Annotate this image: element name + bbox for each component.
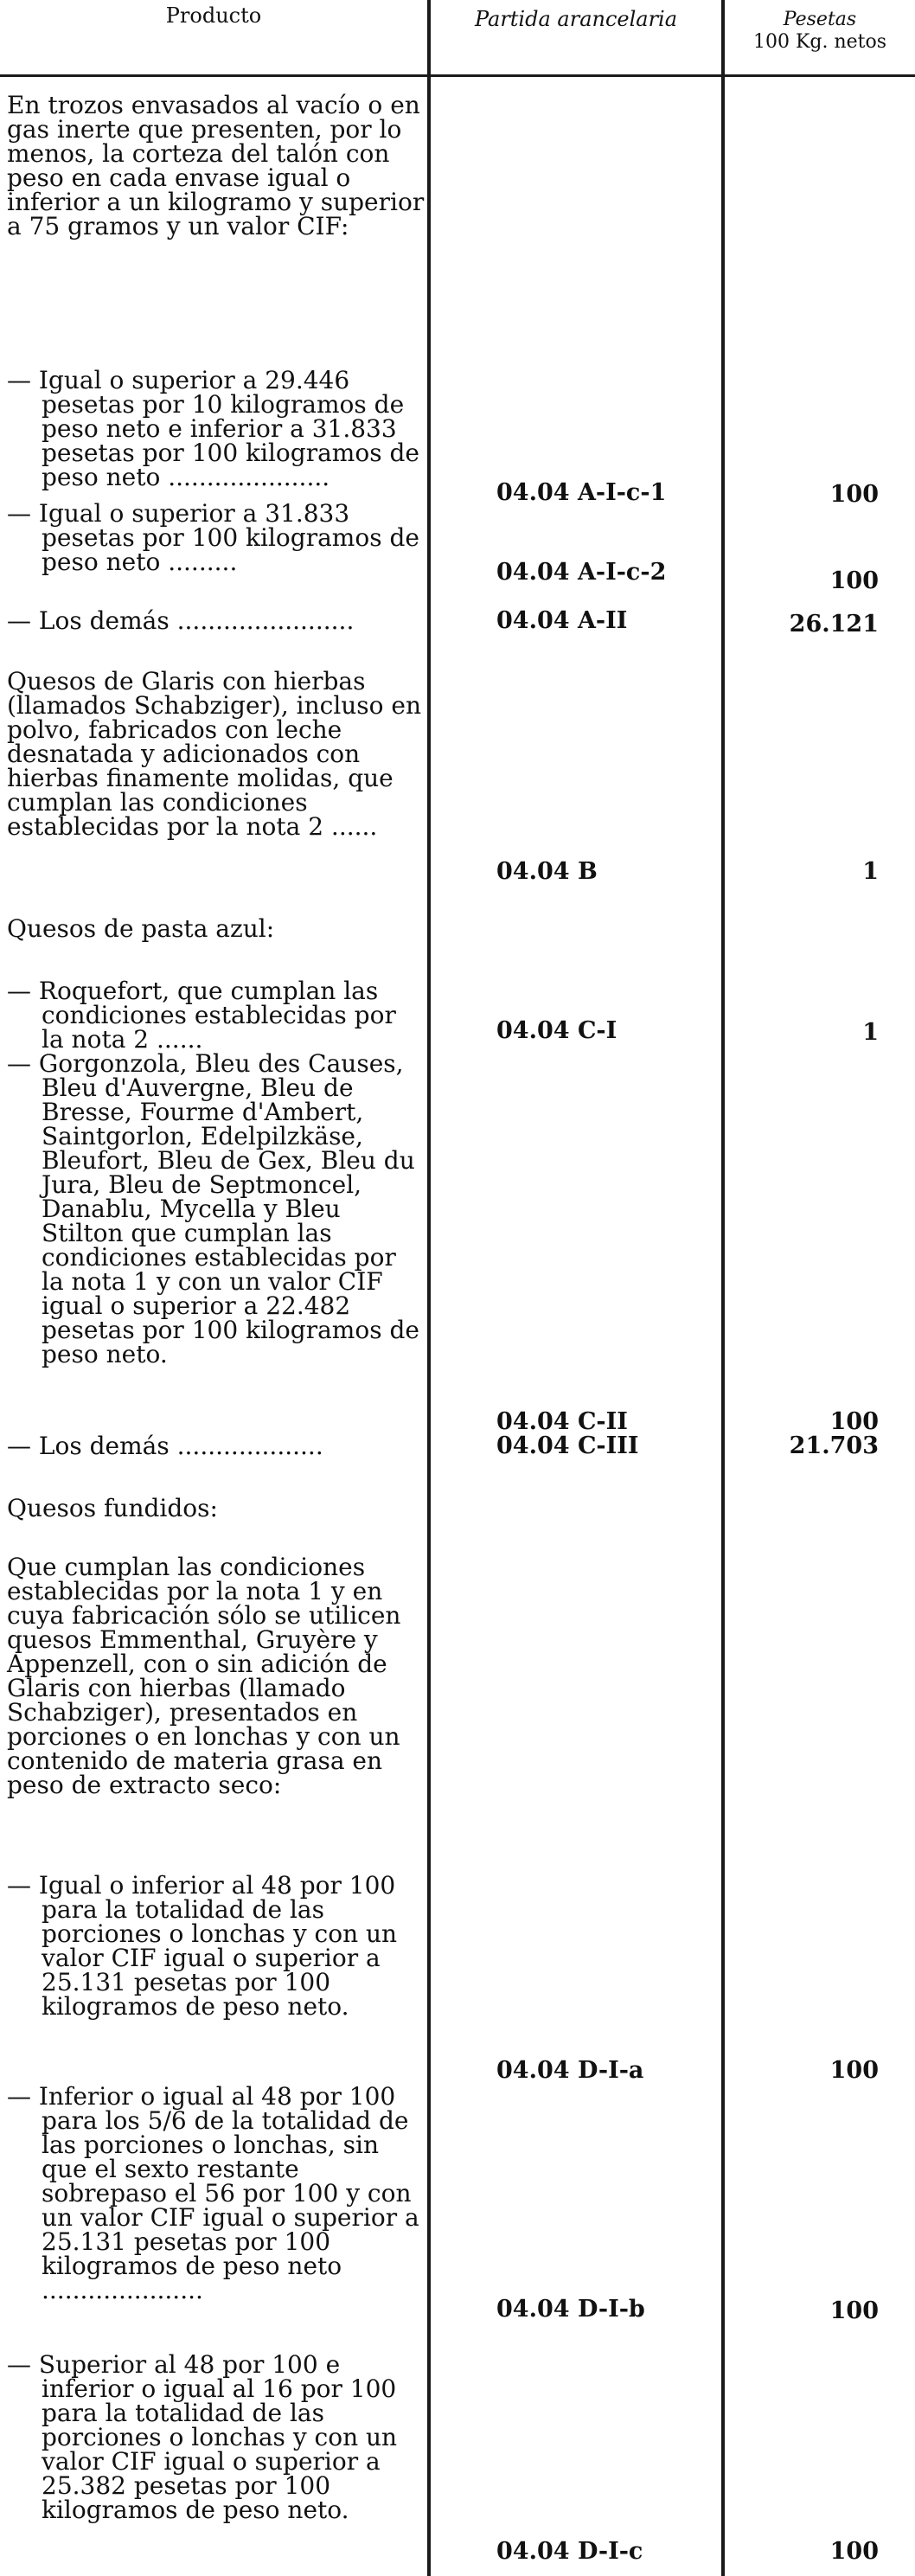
tariff-code: 04.04 C-III bbox=[496, 1432, 639, 1459]
row-text: Quesos fundidos: bbox=[7, 1494, 218, 1522]
row-text: En trozos envasados al vacío o en gas inerte que presenten, por lo menos, la corteza del talón con peso en cada envase igual o inferior a un kilogramo y superior a 75 gramos y un valor CIF: bbox=[7, 91, 425, 240]
row-c-i-roquefort bbox=[7, 979, 426, 1052]
row-fundidos-heading bbox=[7, 1496, 426, 1521]
row-text: — Roquefort, que cumplan las condiciones establecidas por la nota 2 ...... bbox=[7, 977, 396, 1054]
tariff-code: 04.04 A-I-c-1 bbox=[496, 479, 667, 506]
header-pesetas-line2: 100 Kg. netos bbox=[752, 31, 887, 53]
value-pesetas: 100 bbox=[829, 2538, 879, 2565]
row-text: — Superior al 48 por 100 e inferior o igual al 16 por 100 para la totalidad de las porciones o lonchas y con un valor CIF igual o superior a 25.382 pesetas por 100 kilogramos de peso neto. bbox=[7, 2350, 398, 2524]
row-a-i-c-1 bbox=[7, 368, 426, 490]
row-d-i-b bbox=[7, 2082, 426, 2304]
tariff-code: 04.04 C-I bbox=[496, 1017, 617, 1044]
row-c-iii bbox=[7, 1434, 426, 1458]
row-c-ii-gorgonzola bbox=[7, 1049, 426, 1368]
row-text: Quesos de pasta azul: bbox=[7, 914, 275, 943]
value-pesetas: 1 bbox=[862, 1019, 879, 1046]
row-a-ii bbox=[7, 606, 426, 635]
row-text: — Igual o superior a 31.833 pesetas por 100 kilogramos de peso neto ......... bbox=[7, 499, 419, 576]
row-b-glaris bbox=[7, 667, 426, 841]
column-divider-2 bbox=[721, 0, 725, 2576]
tariff-code: 04.04 C-II bbox=[496, 1408, 628, 1435]
header-producto: Producto bbox=[165, 3, 262, 28]
row-d-i-c bbox=[7, 2350, 426, 2524]
value-pesetas: 100 bbox=[829, 481, 879, 508]
header-pesetas-line1: Pesetas bbox=[783, 9, 857, 30]
value-pesetas: 21.703 bbox=[789, 1432, 879, 1459]
tariff-code: 04.04 D-I-b bbox=[496, 2296, 645, 2323]
row-a-i-c-2 bbox=[7, 499, 426, 576]
value-pesetas: 100 bbox=[829, 2057, 879, 2084]
header-pesetas bbox=[725, 9, 915, 54]
row-intro-trozos bbox=[7, 93, 426, 239]
column-divider-1 bbox=[427, 0, 431, 2576]
row-text: — Los demás ....................... bbox=[7, 606, 355, 635]
value-pesetas: 1 bbox=[862, 858, 879, 885]
tariff-code: 04.04 B bbox=[496, 858, 598, 885]
row-text: Quesos de Glaris con hierbas (llamados Schabziger), incluso en polvo, fabricados con leche desnatada y adicionados con hierbas finamente molidas, que cumplan las condiciones establecidas por la nota 2 ...... bbox=[7, 667, 422, 841]
row-d-i-a bbox=[7, 1871, 426, 2021]
value-pesetas: 100 bbox=[829, 1408, 879, 1435]
header-partida: Partida arancelaria bbox=[474, 7, 678, 31]
tariff-code: 04.04 A-II bbox=[496, 607, 628, 634]
row-pasta-azul-heading bbox=[7, 914, 426, 943]
row-fundidos-intro bbox=[7, 1555, 426, 1797]
tariff-code: 04.04 D-I-a bbox=[496, 2057, 644, 2084]
row-text: Que cumplan las condiciones establecidas por la nota 1 y en cuya fabricación sólo se utilicen quesos Emmenthal, Gruyère y Appenzell, con o sin adición de Glaris con hierbas (llamado Schabziger), presentados en porciones o en lonchas y con un contenido de materia grasa en peso de extracto seco: bbox=[7, 1553, 401, 1799]
tariff-code: 04.04 A-I-c-2 bbox=[496, 559, 667, 586]
value-pesetas: 26.121 bbox=[789, 611, 879, 638]
row-text: — Igual o inferior al 48 por 100 para la totalidad de las porciones o lonchas y con un valor CIF igual o superior a 25.131 pesetas por 100 kilogramos de peso neto. bbox=[7, 1871, 398, 2021]
row-text: — Igual o superior a 29.446 pesetas por 10 kilogramos de peso neto e inferior a 31.833 pesetas por 100 kilogramos de peso neto ..................... bbox=[7, 366, 419, 491]
tariff-code: 04.04 D-I-c bbox=[496, 2538, 643, 2565]
value-pesetas: 100 bbox=[829, 2297, 879, 2324]
row-text: — Inferior o igual al 48 por 100 para los 5/6 de la totalidad de las porciones o lonchas, sin que el sexto restante sobrepaso el 56 por 100 y con un valor CIF igual o superior a 25.131 pesetas por 100 kilogramos de peso neto ..................... bbox=[7, 2082, 419, 2304]
row-text: — Los demás ................... bbox=[7, 1432, 323, 1460]
value-pesetas: 100 bbox=[829, 567, 879, 594]
header-divider bbox=[0, 74, 915, 77]
row-text: — Gorgonzola, Bleu des Causes, Bleu d'Auvergne, Bleu de Bresse, Fourme d'Ambert, Saintgorlon, Edelpilzkäse, Bleufort, Bleu de Gex, Bleu du Jura, Bleu de Septmoncel, Danablu, Mycella y Bleu Stilton que cumplan las condiciones establecidas por la nota 1 y con un valor CIF igual o superior a 22.482 pesetas por 100 kilogramos de peso neto. bbox=[7, 1049, 419, 1368]
